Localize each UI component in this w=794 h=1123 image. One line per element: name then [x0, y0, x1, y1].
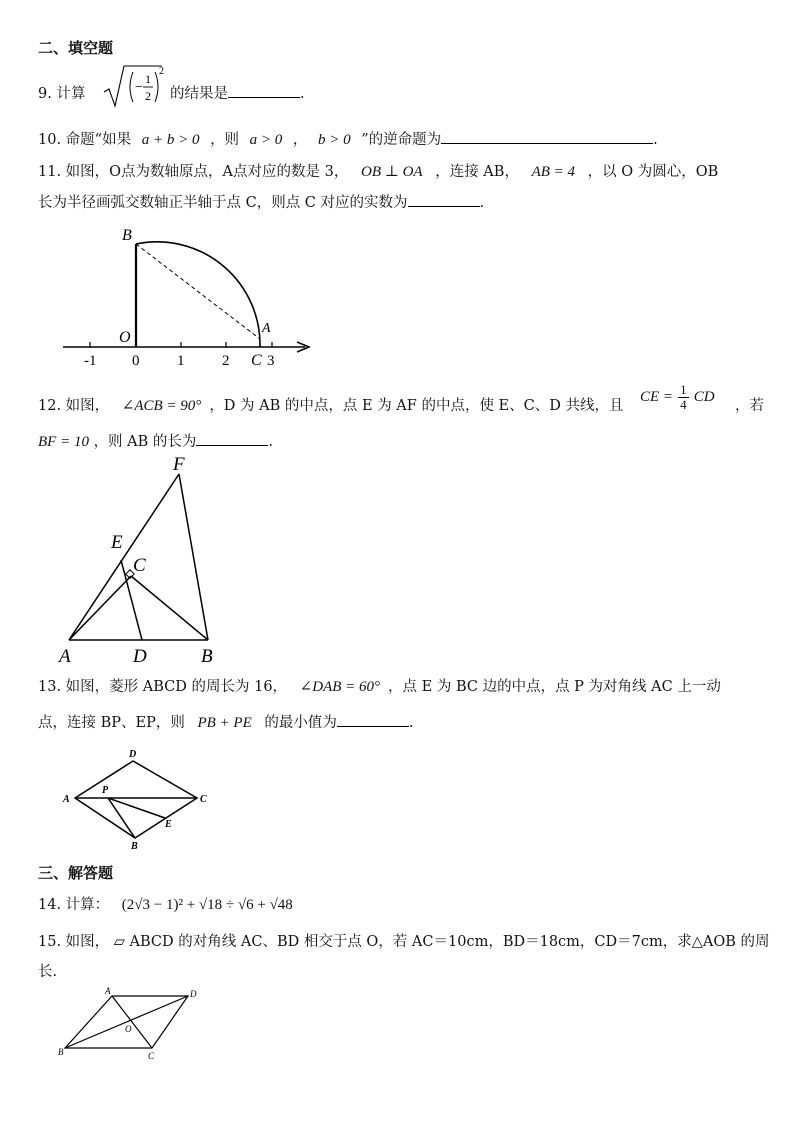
q11-tick-0: 0	[132, 353, 140, 369]
q9-suffix-text: 的结果是	[170, 86, 228, 102]
section-heading-fill-blank: 二、填空题	[38, 39, 114, 57]
q15-parallelogram-figure	[55, 985, 215, 1065]
q14-expr: (2√3 − 1)² + √18 ÷ √6 + √48	[121, 897, 293, 913]
q13-line1	[38, 675, 721, 696]
q11-line2-text: 长为半径画弧交数轴正半轴于点 C，则点 C 对应的实数为	[38, 195, 408, 211]
q11-expr1: OB ⊥ OA	[360, 164, 423, 180]
q13-line2	[38, 711, 413, 732]
q12-line2	[38, 430, 273, 451]
q12-tail: ，若	[735, 398, 764, 414]
q9-den: 2	[145, 89, 151, 103]
q11-tick-3: 3	[267, 353, 275, 369]
q9-sqrt-expression	[100, 62, 164, 112]
q12-answer-blank[interactable]	[196, 431, 268, 446]
q9-prefix: 9. 计算	[38, 86, 86, 102]
q11-line2	[38, 191, 484, 212]
q10-end: .	[653, 132, 658, 148]
q13-label-D: D	[129, 749, 137, 760]
q12-mid: ，D 为 AB 的中点，点 E 为 AF 的中点，使 E、C、D 共线，且	[209, 398, 624, 414]
q12-frac	[678, 383, 689, 412]
q13-answer-blank[interactable]	[337, 712, 409, 727]
q11-label-A: A	[262, 321, 271, 336]
q13-label-E: E	[165, 819, 172, 830]
q11-answer-blank[interactable]	[408, 192, 480, 207]
q13-prefix: 13. 如图，菱形 ABCD 的周长为 16，	[38, 679, 288, 695]
q13-end: .	[408, 715, 414, 731]
q10-expr2: a > 0	[249, 132, 283, 148]
q11-line1	[38, 160, 718, 181]
q13-label-B: B	[131, 841, 138, 852]
q11-line1-c: ，以 O 为圆心，OB	[587, 164, 719, 180]
q12-expr3: BF = 10	[38, 434, 89, 450]
q12-end: .	[268, 434, 274, 450]
q9-num: 1	[145, 72, 151, 86]
q15-label-B: B	[58, 1047, 64, 1057]
q12-line1	[38, 394, 623, 415]
q11-line1-b: ，连接 AB，	[435, 164, 519, 180]
q11-label-C: C	[251, 352, 262, 369]
q12-label-E: E	[111, 532, 123, 553]
q11-tick-1: 1	[177, 353, 185, 369]
q12-frac-num: 1	[680, 382, 687, 397]
q13-label-C: C	[200, 794, 207, 805]
q10-answer-blank[interactable]	[441, 129, 653, 144]
q12-fraction-expr	[640, 383, 715, 412]
q11-line1-a: 11. 如图，O点为数轴原点，A点对应的数是 3，	[38, 164, 349, 180]
q13-expr2: PB + PE	[197, 715, 252, 731]
q13-rhombus-figure	[55, 743, 225, 853]
q10-prefix: 10. 命题“如果	[38, 132, 132, 148]
q13-expr1: ∠DAB = 60°	[299, 679, 381, 695]
q13-line2-a: 点，连接 BP、EP，则	[38, 715, 185, 731]
q9-answer-blank[interactable]	[228, 83, 300, 98]
q11-end: .	[479, 195, 485, 211]
q15-label-O: O	[125, 1024, 132, 1034]
q11-tick-2: 2	[222, 353, 230, 369]
q14-prefix: 14. 计算：	[38, 897, 110, 913]
q12-label-D: D	[133, 646, 147, 667]
q12-expr1: ∠ACB = 90°	[121, 398, 202, 414]
q12-prefix: 12. 如图，	[38, 398, 110, 414]
q9-suffix	[170, 82, 305, 103]
q9-minus: −	[135, 80, 143, 95]
section-heading-solve: 三、解答题	[38, 864, 114, 882]
q10-mid1: ，则	[210, 132, 240, 148]
q11-label-B: B	[122, 227, 132, 244]
q10-mid2: ，	[292, 132, 308, 148]
q9-end: .	[300, 86, 305, 102]
q12-label-C: C	[133, 555, 146, 576]
q12-label-B: B	[201, 646, 213, 667]
q13-label-P: P	[102, 785, 109, 796]
q12-frac-den: 4	[680, 397, 687, 412]
q10-suffix: ”的逆命题为	[361, 132, 442, 148]
q13-line2-b: 的最小值为	[264, 715, 337, 731]
q10-expr3: b > 0	[318, 132, 351, 148]
q15-label-C: C	[148, 1051, 155, 1061]
q15-label-A: A	[105, 986, 111, 996]
q12-expr2-rhs: CD	[693, 389, 715, 405]
q15-line1: 15. 如图， ▱ ABCD 的对角线 AC、BD 相交于点 O，若 AC＝10cm，BD＝18cm，CD＝7cm，求△AOB 的周	[38, 934, 770, 950]
q10-expr1: a + b > 0	[141, 132, 200, 148]
q11-number-line-figure	[55, 222, 325, 372]
q15-label-D: D	[190, 989, 197, 999]
q12-expr2-lhs: CE =	[640, 389, 674, 405]
q10-line	[38, 128, 658, 149]
q9-exp: 2	[159, 66, 164, 77]
q11-label-O: O	[119, 329, 131, 346]
q12-triangle-figure	[55, 450, 225, 670]
q11-expr2: AB = 4	[531, 164, 576, 180]
q12-label-A: A	[59, 646, 71, 667]
q13-label-A: A	[63, 794, 70, 805]
q13-mid: ，点 E 为 BC 边的中点，点 P 为对角线 AC 上一动	[388, 679, 721, 695]
q12-line2-text: ，则 AB 的长为	[93, 434, 197, 450]
q14-line	[38, 893, 293, 914]
q12-label-F: F	[173, 454, 185, 475]
q15-line2: 长.	[38, 964, 58, 980]
q11-tick-neg1: -1	[84, 353, 97, 369]
